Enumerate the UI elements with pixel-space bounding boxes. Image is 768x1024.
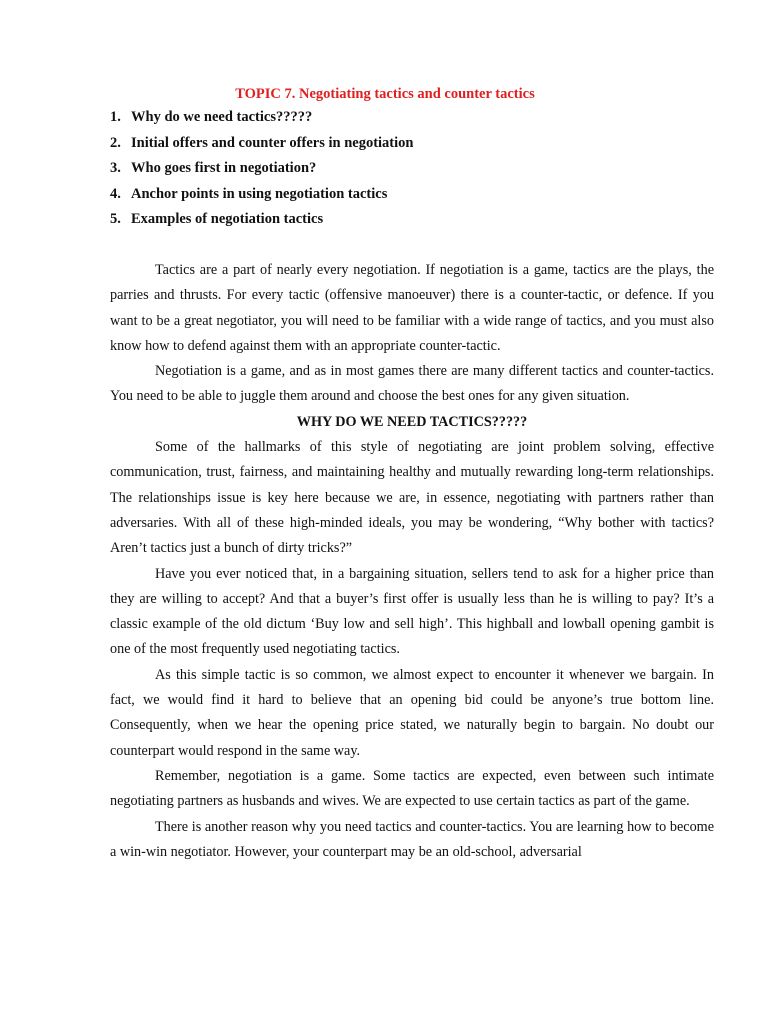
body-paragraph: As this simple tactic is so common, we almost expect to encounter it whenever we bargain. In fact, we would find it hard to believe that an opening bid could be anyone’s true bottom line. Consequently, when we hear the opening price stated, we naturally begin to bargain. No doubt our counterpart would respond in the same way. [110, 666, 714, 759]
outline-item [110, 158, 413, 184]
outline-number: 3. [110, 160, 121, 176]
outline-text: Initial offers and counter offers in negotiation [131, 134, 414, 151]
body-paragraph: Tactics are a part of nearly every negotiation. If negotiation is a game, tactics are the plays, the parries and thrusts. For every tactic (offensive manoeuver) there is a counter-tactic, or defence. If you want to be a great negotiator, you will need to be familiar with a wide range of tactics, and you must also know how to defend against them with an appropriate counter-tactic. [110, 262, 714, 354]
outline-item [110, 184, 413, 210]
outline-item [110, 209, 413, 235]
body-paragraph: Negotiation is a game, and as in most games there are many different tactics and counter-tactics. You need to be able to juggle them around and choose the best ones for any given situation. [110, 363, 714, 405]
outline-text: Anchor points in using negotiation tactics [131, 185, 388, 202]
document-title: TOPIC 7. Negotiating tactics and counter tactics [235, 86, 535, 102]
outline-number: 2. [110, 134, 121, 151]
document-body [110, 258, 714, 865]
body-paragraph: Have you ever noticed that, in a bargaining situation, sellers tend to ask for a higher price than they are willing to accept? And that a buyer’s first offer is usually less than he is willing to pay? It’s a classic example of the old dictum ‘Buy low and sell high’. This highball and lowball opening gambit is one of the most frequently used negotiating tactics. [110, 565, 714, 658]
outline-number: 5. [110, 211, 121, 227]
body-paragraph: Some of the hallmarks of this style of negotiating are joint problem solving, effective communication, trust, fairness, and maintaining healthy and mutually rewarding long-term relationships. The relationships issue is key here because we are, in essence, negotiating with partners rather than adversaries. With all of these high-minded ideals, you may be wondering, “Why bother with tactics? Aren’t tactics just a bunch of dirty tricks?” [110, 439, 714, 557]
body-paragraph: There is another reason why you need tactics and counter-tactics. You are learning how to become a win-win negotiator. However, your counterpart may be an old-school, adversarial [110, 818, 714, 860]
body-paragraph: Remember, negotiation is a game. Some tactics are expected, even between such intimate negotiating partners as husbands and wives. We are expected to use certain tactics as part of the game. [110, 767, 714, 810]
section-heading: WHY DO WE NEED TACTICS????? [296, 413, 528, 430]
outline-text: Why do we need tactics????? [131, 109, 313, 125]
topic-outline [110, 107, 413, 235]
outline-item [110, 133, 413, 159]
outline-text: Examples of negotiation tactics [131, 211, 324, 227]
outline-item [110, 107, 413, 133]
outline-number: 4. [110, 185, 121, 202]
outline-text: Who goes first in negotiation? [131, 160, 317, 176]
outline-number: 1. [110, 109, 121, 125]
